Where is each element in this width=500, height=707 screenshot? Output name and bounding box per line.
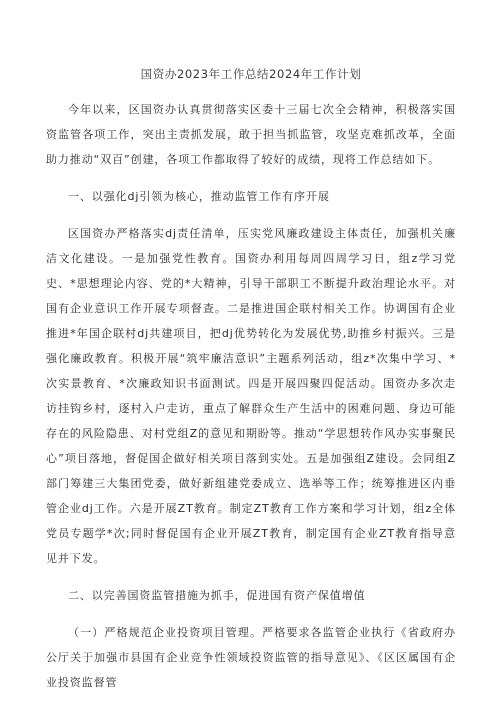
section-1-body: 区国资办严格落实dj责任清单，压实党风廉政建设主体责任，加强机关廉洁文化建设。一是加强党性教育。国资办利用每周四周学习日，组z学习党史、*思想理论内容、党的*大精神，引导干部职工不断提升政治理论水平。对国有企业意识工作开展专项督查。二是推进国企联村相关工作。协调国有企业推进*年国企联村dj共建项目，把dj优势转化为发展优势,助推乡村振兴。三是强化廉政教育。积极开展“筑牢廉洁意识”主题系列活动，组z*次集中学习、*次实景教育、*次廉政知识书面测试。四是开展四聚四促活动。国资办多次走访挂钩乡村，逐村入户走访，重点了解群众生产生活中的困难问题、身边可能存在的风险隐患、对村党组Z的意见和期盼等。推动“学思想转作风办实事聚民心”项目落地，督促国企做好相关项目落到实处。五是加强组Z建设。会同组Z部门筹建三大集团党委，做好新组建党委成立、选举等工作；统筹推进区内垂管企业dj工作。六是开展ZT教育。制定ZT教育工作方案和学习计划，组z全体党员专题学*次;同时督促国有企业开展ZT教育，制定国有企业ZT教育指导意见并下发。 bbox=[46, 227, 456, 565]
section-2-heading: 二、以完善国资监管措施为抓手，促进国有资产保值增值 bbox=[68, 589, 366, 602]
document-title: 国资办2023年工作总结2024年工作计划 bbox=[140, 67, 362, 81]
section-1-heading: 一、以强化dj引领为核心，推动监管工作有序开展 bbox=[68, 190, 330, 203]
intro-paragraph: 今年以来，区国资办认真贯彻落实区委十三届七次全会精神，积极落实国资监管各项工作，突出主责抓发展，敢于担当抓监管，攻坚克难抓改革，全面助力推动“双百”创建，各项工作都取得了较好的成绩，现将工作总结如下。 bbox=[46, 103, 456, 166]
section-2-subsection-1: （一）严格规范企业投资项目管理。严格要求各监管企业执行《省政府办公厅关于加强市县国有企业竞争性领域投资监管的指导意见》、《区区属国有企业投资监督管 bbox=[46, 626, 456, 689]
